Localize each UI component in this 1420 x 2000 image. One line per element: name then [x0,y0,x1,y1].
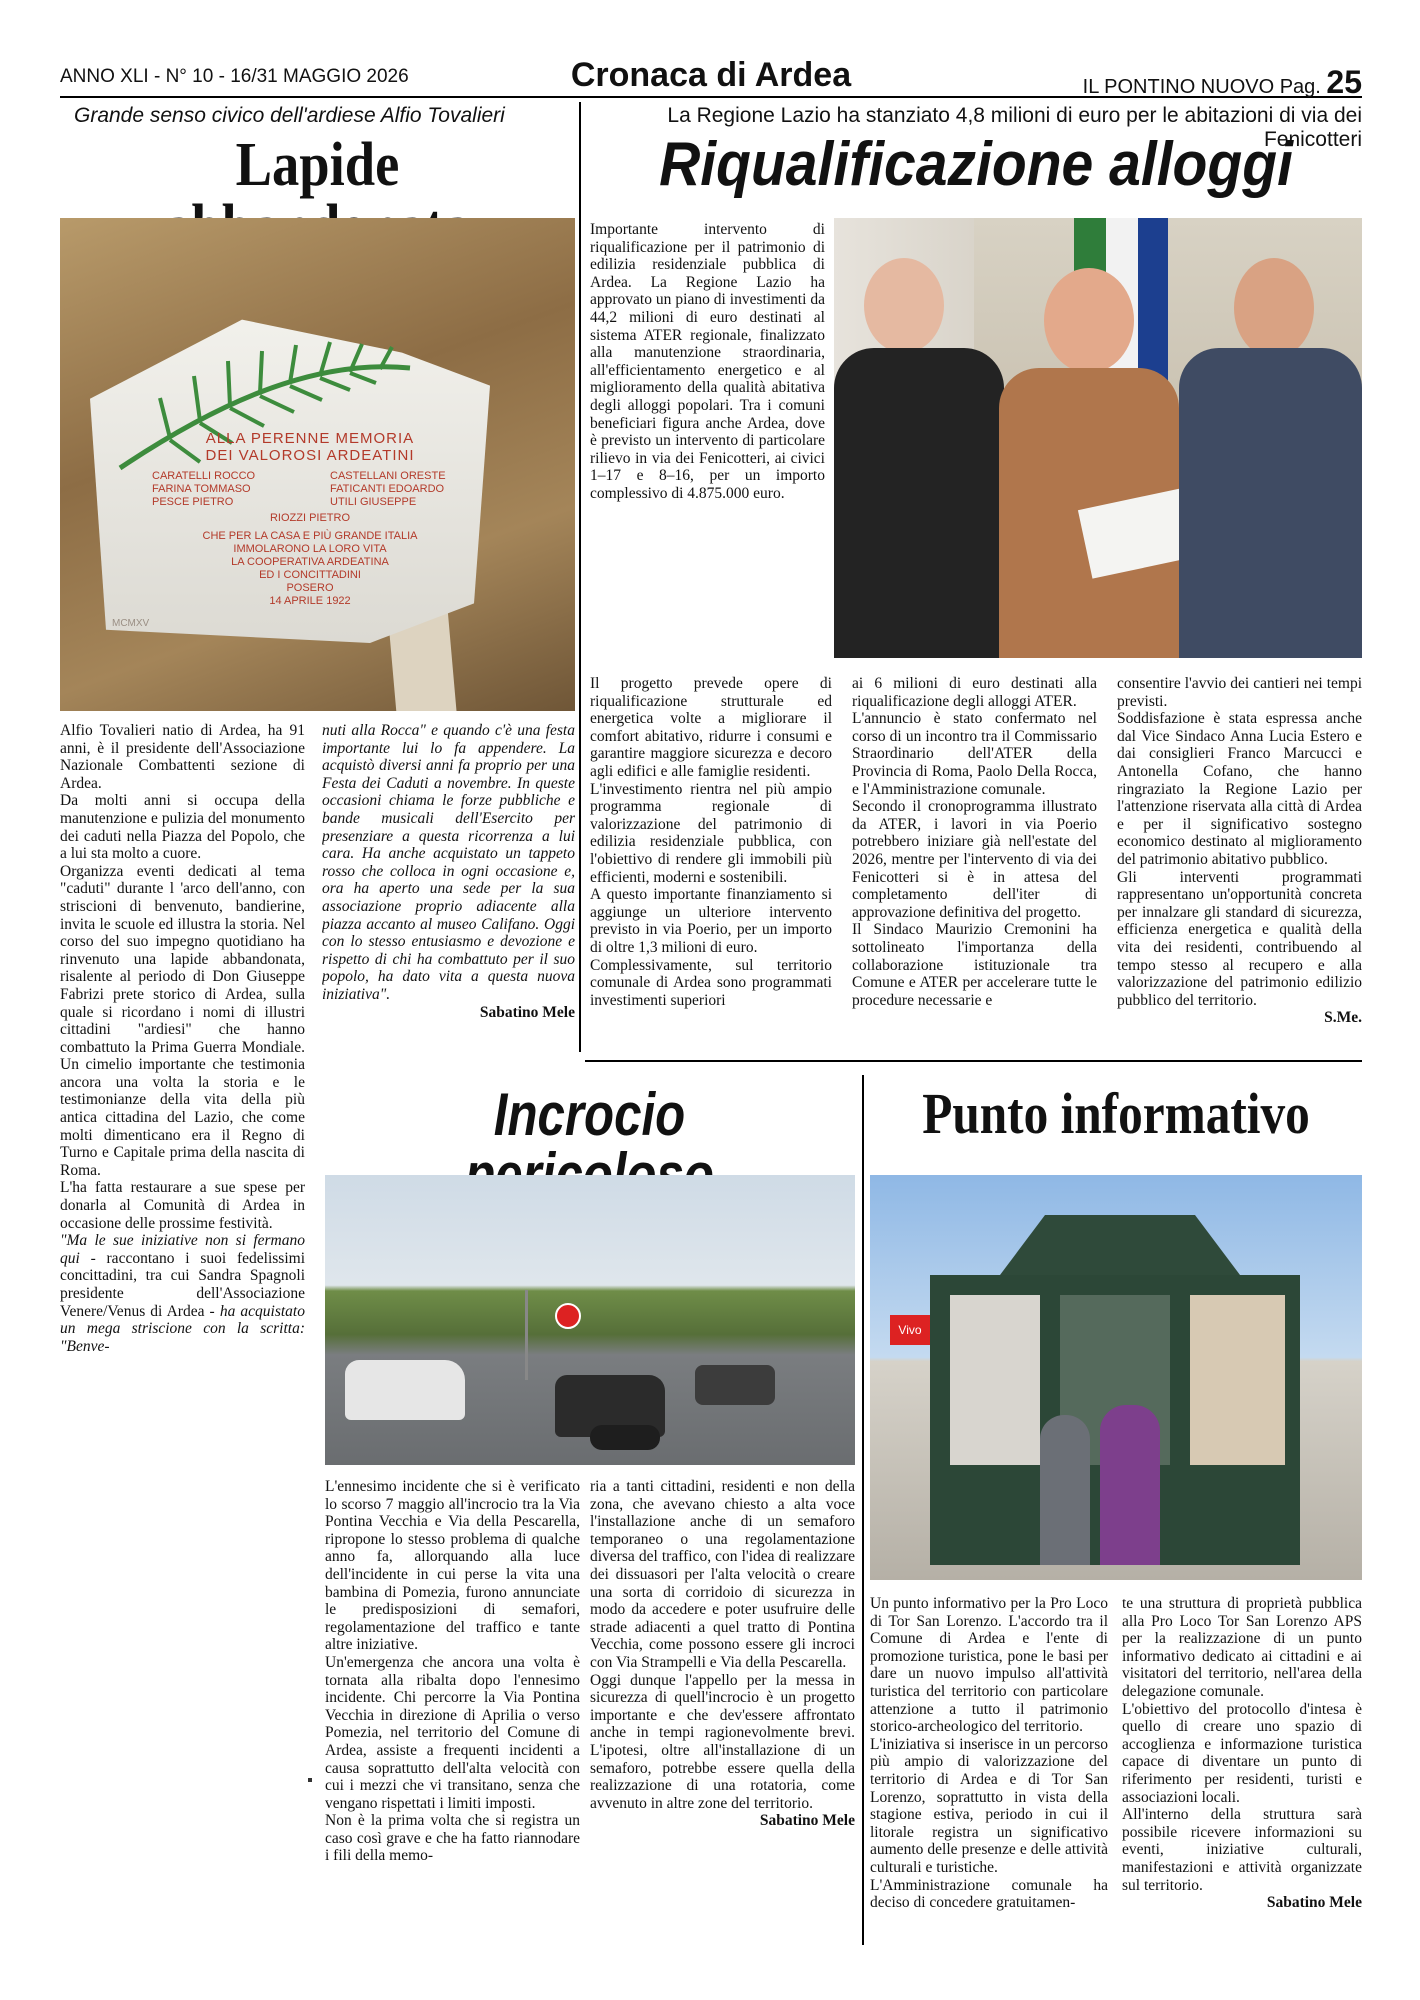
paragraph: Alfio Tovalieri natio di Ardea, ha 91 anni, è il presidente dell'Associazione Nazionale Combattenti sezione di Ardea. [60,722,305,792]
page-number: 25 [1326,64,1362,100]
paragraph: Complessivamente, sul territorio comunale di Ardea sono programmati investimenti superiori [590,956,832,1009]
paragraph: te una struttura di proprietà pubblica alla Pro Loco Tor San Lorenzo APS per la realizzazione di un punto informativo dedicato ai cittadini e ai visitatori del territorio, nell'area della delegazione comunale. [1122,1595,1362,1700]
paragraph: L'annuncio è stato confermato nel corso di un incontro tra il Commissario Straordinario dell'ATER della Provincia di Roma, Paolo Della Rocca, e l'Amministrazione comunale. [852,710,1097,798]
light-pole [525,1290,528,1380]
alloggi-kicker: La Regione Lazio ha stanziato 4,8 milioni di euro per le abitazioni di via dei Fenicotteri [667,104,1362,151]
alloggi-photo [834,218,1362,658]
car-dark [695,1365,775,1405]
paragraph: ria a tanti cittadini, residenti e non della zona, che avevano chiesto a alta voce l'installazione anche di un semaforo temporaneo o una regolamentazione diversa del traffico, con l'idea di realizzare dei dissuasori per l'alta velocità o creare una sorta di corridoio di sicurezza in modo da accedere e poter usufruire delle strade adiacenti a quel tratto di Pontina Vecchia, come possono essere gli incroci con Via Strampelli e Via della Pescarella. [590,1478,855,1671]
quote-italic: ha acquistato un mega striscione con la scritta: "Benve- [60,1302,305,1355]
incrocio-photo [325,1175,855,1465]
kiosk-sign: Vivo [890,1315,930,1345]
lapide-photo [60,218,575,711]
kiosk-roof [970,1215,1270,1275]
plaque-names-left: CARATELLI ROCCO FARINA TOMMASO PESCE PIETRO [152,470,256,508]
alloggi-column-2 [852,675,1097,1053]
lapide-column-2 [322,722,575,1052]
masthead-label: IL PONTINO NUOVO Pag. [1082,76,1321,98]
paragraph: L'obiettivo del protocollo d'intesa è quello di creare uno spazio di accoglienza e informazione turistica capace di diventare un punto di riferimento per residenti, turisti e associazioni locali. [1122,1700,1362,1806]
page-header [60,56,1362,98]
byline: Sabatino Mele [1266,1894,1362,1912]
alloggi-intro [590,221,825,669]
paragraph: Il Sindaco Maurizio Cremonini ha sottolineato l'importanza della collaborazione istituzionale tra Comune e ATER per accelerare tutte le procedure necessarie e [852,921,1097,1009]
person-body [834,348,1004,658]
road-sign [555,1303,581,1329]
punto-column-2 [1122,1595,1362,1950]
plaque-names-right: CASTELLANI ORESTE FATICANTI EDOARDO UTILI GIUSEPPE [330,470,446,508]
byline: S.Me. [1324,1009,1362,1027]
alloggi-column-1 [590,675,832,1053]
alloggi-column-3 [1117,675,1362,1053]
person-body [1179,348,1362,658]
paragraph: Secondo il cronoprogramma illustrato da ATER, i lavori in via Poerio potrebbero iniziare già nell'estate del 2026, mentre per l'intervento di via dei Fenicotteri si è in attesa del completamento dell'iter di approvazione definitiva del progetto. [852,798,1097,921]
row-divider [585,1060,1362,1062]
plaque-line: ALLA PERENNE MEMORIA [205,430,415,447]
paragraph: L'ha fatta restaurare a sue spese per donarla al Comunità di Ardea in occasione delle prossime festività. [60,1179,305,1232]
paragraph: A questo importante finanziamento si aggiunge un ulteriore intervento previsto in via Poerio, per un importo di oltre 1,3 milioni di euro. [590,886,832,956]
paragraph: L'ennesimo incidente che si è verificato lo scorso 7 maggio all'incrocio tra la Via Pontina Vecchia e Via della Pescarella, ripropone lo stesso problema di qualche anno fa, allorquando alla luce dell'incidente in cui perse la vita una bambina di Pomezia, furono annunciate le predisposizioni di semafori, regolamentazione del traffico e tante altre iniziative. [325,1478,580,1654]
paragraph: L'iniziativa si inserisce in un percorso più ampio di valorizzazione del territorio di Ardea e di Tor San Lorenzo, soprattutto in vista della stagione estiva, periodo in cui il litorale registra un significativo aumento delle presenze e delle attività culturali e turistiche. [870,1735,1108,1876]
punto-column-1 [870,1595,1108,1950]
plaque-dedication: CHE PER LA CASA E PIÙ GRANDE ITALIA IMMOLARONO LA LORO VITA LA COOPERATIVA ARDEATINA ED I CONCITTADINI POSERO 14 APRILE 1922 [202,530,418,607]
masthead-page [1083,64,1362,101]
paragraph: Organizza eventi dedicati al tema "caduti" durante l 'arco dell'anno, con striscioni di benvenuto, bandierine, invita le scuole ed illustra la storia. Nel corso del suo impegno quotidiano ha rinvenuto una lapide abbandonata, risalente al periodo di Don Giuseppe Fabrizi prete storico di Ardea, sulla quale si ricordano i nomi di illustri cittadini "ardiesi" che hanno combattuto la Prima Guerra Mondiale. Un cimelio importante che testimonia ancora una volta la storia e le testimonianze della vita della più antica cittadina del Lazio, che come molti dimenticano era il Regno di Turno e Capitale prima della nascita di Roma. [60,862,305,1179]
paragraph: Oggi dunque l'appello per la messa in sicurezza di quell'incrocio è un progetto importante e che dev'essere affrontato anche in tempi ragionevolmente brevi. L'ipotesi, oltre all'installazione di un semaforo, potrebbe essere quella della realizzazione di una rotatoria, come avvenuto in altre zone del territorio. [590,1671,855,1812]
person-head [864,258,944,353]
advertisement [60,1765,308,1960]
column-divider [862,1075,864,1945]
paragraph: Un'emergenza che ancora una volta è tornata alla ribalta dopo l'ennesimo incidente. Chi percorre la Via Pontina Vecchia in direzione di Aprilia o verso Pomezia, nel territorio del Comune di Ardea, assiste a frequenti incidenti a causa soprattutto dell'alta velocità con cui i mezzi che vi transitano, senza che vengano rispettati i limiti imposti. [325,1653,580,1812]
paragraph: L'investimento rientra nel più ampio programma regionale di valorizzazione del patrimonio di edilizia residenziale pubblica, con l'obiettivo di rendere gli immobili più efficienti, moderni e sostenibili. [590,780,832,886]
person-figure [1100,1405,1160,1565]
paragraph: consentire l'avvio dei cantieri nei tempi previsti. [1117,675,1362,710]
plaque-name-center: RIOZZI PIETRO [269,512,351,524]
byline: Sabatino Mele [479,1003,575,1021]
issue-info: ANNO XLI - N° 10 - 16/31 MAGGIO 2026 [60,66,409,87]
paragraph: Importante intervento di riqualificazione per il patrimonio di edilizia residenziale pubblica di Ardea. La Regione Lazio ha approvato un piano di investimenti da 44,2 milioni di euro destinati al sistema ATER regionale, finalizzato alla manutenzione straordinaria, all'efficientamento energetico e al miglioramento della qualità abitativa degli alloggi popolari. Tra i comuni beneficiari figura anche Ardea, dove è previsto un intervento di particolare rilievo in via dei Fenicotteri, ai civici 1–17 e 8–16, per un importo complessivo di 4.875.000 euro. [590,221,825,502]
person-head [1044,268,1134,373]
incrocio-title: Incrocio [493,1081,686,1148]
paragraph: ai 6 milioni di euro destinati alla riqualificazione degli alloggi ATER. [852,675,1097,710]
section-title: Cronaca di Ardea [570,56,852,94]
incrocio-column-1 [325,1478,580,1948]
lapide-column-1 [60,722,305,1760]
paragraph: All'interno della struttura sarà possibile ricevere informazioni su eventi, iniziative culturali, manifestazioni e attività organizzate sul territorio. [1122,1806,1362,1894]
paragraph: L'Amministrazione comunale ha deciso di concedere gratuitamen- [870,1876,1108,1912]
kiosk-window [950,1295,1040,1465]
plaque-heading [145,430,475,464]
car-white [345,1360,465,1420]
kiosk-window [1190,1295,1285,1465]
punto-title: Punto informativo [922,1081,1310,1146]
column-divider [579,102,581,1052]
paragraph: Da molti anni si occupa della manutenzione e pulizia del monumento dei caduti nella Piazza del Popolo, che a lui sta molto a cuore. [60,792,305,863]
incrocio-column-2 [590,1478,855,1948]
person-figure [1040,1415,1090,1565]
quote-paragraph [60,1232,305,1355]
lapide-kicker: Grande senso civico dell'ardiese Alfio Tovalieri [74,104,505,127]
paragraph: Il progetto prevede opere di riqualificazione strutturale ed energetica volte a migliorare il comfort abitativo, ridurre i consumi e garantire maggiore sicurezza e decoro agli edifici e alle famiglie residenti. [590,675,832,780]
byline: Sabatino Mele [759,1812,855,1830]
paragraph: Non è la prima volta che si registra un caso così grave e che ha fatto riannodare i fili della memo- [325,1812,580,1865]
quote-plain: - raccontano i suoi fedelissimi concittadini, tra cui Sandra Spagnoli presidente dell'Associazione Venere/Venus di Ardea - [60,1249,305,1320]
plaque-year: MCMXV [112,618,150,629]
person-head [1234,258,1314,358]
alloggi-title: Riqualificazione alloggi [659,130,1293,199]
lapide-title: Lapide [235,131,400,199]
paragraph: nuti alla Rocca" e quando c'è una festa importante lui lo fa appendere. La acquistò diversi anni fa proprio per una Festa dei Caduti a novembre. In queste occasioni chiama le forze pubbliche e bande musicali dell'Esercito per presenziare a questa ricorrenza a lui cara. Ha anche acquistato un tappeto rosso che colloca in ogni occasione e, ora ha aperto una sede per la sua associazione proprio adiacente alla piazza accanto al museo Califano. Oggi con lo stesso entusiasmo e devozione e rispetto di chi ha combattuto per il suo popolo, ha dato vita a questa nuova iniziativa". [322,722,575,1003]
paragraph: Un punto informativo per la Pro Loco di Tor San Lorenzo. L'accordo tra il Comune di Ardea e l'ente di promozione turistica, pone le basi per dare un nuovo impulso all'attività turistica del territorio con particolare attenzione a tutto il patrimonio storico-archeologico del territorio. [870,1595,1108,1736]
paragraph: Soddisfazione è stata espressa anche dal Vice Sindaco Anna Lucia Estero e dai consiglieri Franco Marcucci e Antonella Cofano, che hanno ringraziato la Regione Lazio per l'attenzione riservata alla città di Ardea e per il significativo sostegno economico destinato al miglioramento del patrimonio abitativo pubblico. [1117,710,1362,868]
punto-photo [870,1175,1362,1580]
plaque-line: DEI VALOROSI ARDEATINI [205,447,415,464]
motorcycle [590,1425,660,1450]
quote-italic: "Ma le sue iniziative non si fermano qui [60,1232,305,1267]
paragraph: Gli interventi programmati rappresentano un'opportunità concreta per innalzare gli standard di sicurezza, efficienza energetica e qualità della vita dei residenti, contribuendo al tempo stesso al recupero e alla valorizzazione del patrimonio edilizio pubblico del territorio. [1117,868,1362,1009]
